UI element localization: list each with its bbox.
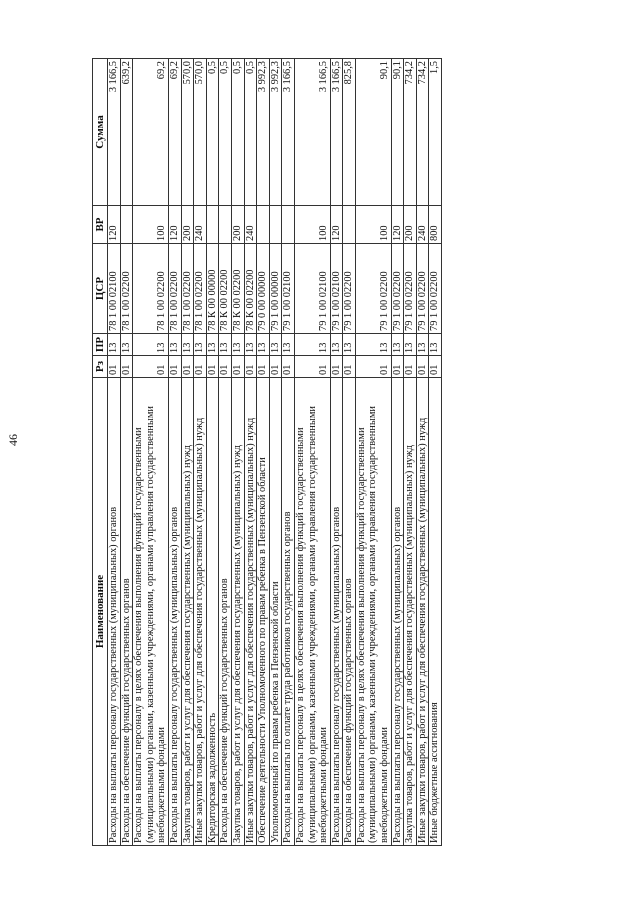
cell-vr	[120, 206, 133, 244]
cell-sum: 3 166,5	[108, 59, 121, 206]
cell-rz: 01	[219, 356, 232, 378]
table-row	[257, 59, 270, 846]
cell-pr: 13	[108, 334, 121, 356]
cell-vr: 800	[429, 206, 442, 244]
cell-name: Расходы на выплаты персоналу государственных (муниципальных) органов	[330, 378, 343, 846]
cell-sum: 570,0	[181, 59, 194, 206]
cell-pr: 13	[416, 334, 429, 356]
cell-sum: 0,5	[206, 59, 219, 206]
cell-sum: 69,2	[168, 59, 181, 206]
header-name: Наименование	[93, 378, 108, 846]
cell-vr	[269, 206, 282, 244]
cell-sum: 3 166,5	[330, 59, 343, 206]
cell-pr: 13	[120, 334, 133, 356]
cell-csr: 79 1 00 02200	[416, 244, 429, 334]
cell-rz: 01	[231, 356, 244, 378]
cell-pr: 13	[269, 334, 282, 356]
table-row	[244, 59, 257, 846]
page-number: 46	[6, 434, 20, 446]
cell-vr: 120	[108, 206, 121, 244]
cell-pr: 13	[391, 334, 404, 356]
cell-csr: 79 1 00 02100	[282, 244, 295, 334]
cell-pr: 13	[355, 334, 391, 356]
cell-name: Расходы на обеспечение функций государственных органов	[120, 378, 133, 846]
cell-vr: 240	[416, 206, 429, 244]
table-row	[416, 59, 429, 846]
cell-pr: 13	[219, 334, 232, 356]
cell-pr: 13	[330, 334, 343, 356]
cell-rz: 01	[404, 356, 417, 378]
cell-csr: 78 К 00 02200	[219, 244, 232, 334]
cell-pr: 13	[429, 334, 442, 356]
table-row	[231, 59, 244, 846]
cell-sum: 3 992,3	[269, 59, 282, 206]
cell-pr: 13	[206, 334, 219, 356]
cell-rz: 01	[108, 356, 121, 378]
cell-rz: 01	[330, 356, 343, 378]
table-row	[391, 59, 404, 846]
cell-name: Иные бюджетные ассигнования	[429, 378, 442, 846]
table-row	[206, 59, 219, 846]
cell-rz: 01	[391, 356, 404, 378]
cell-rz: 01	[244, 356, 257, 378]
cell-sum: 570,0	[194, 59, 207, 206]
cell-rz: 01	[257, 356, 270, 378]
cell-vr: 200	[181, 206, 194, 244]
cell-sum: 825,8	[343, 59, 356, 206]
cell-pr: 13	[194, 334, 207, 356]
table-row	[294, 59, 330, 846]
cell-vr	[257, 206, 270, 244]
cell-name: Иные закупки товаров, работ и услуг для обеспечения государственных (муниципальных) нужд	[416, 378, 429, 846]
cell-csr: 78 1 00 02200	[168, 244, 181, 334]
cell-csr: 78 1 00 02100	[108, 244, 121, 334]
table-row	[330, 59, 343, 846]
cell-vr: 200	[231, 206, 244, 244]
cell-csr: 78 1 00 02200	[181, 244, 194, 334]
cell-pr: 13	[181, 334, 194, 356]
cell-csr: 78 К 00 02200	[231, 244, 244, 334]
cell-sum: 3 992,3	[257, 59, 270, 206]
cell-vr: 120	[330, 206, 343, 244]
cell-sum: 69,2	[133, 59, 169, 206]
table-body	[108, 59, 442, 846]
budget-table	[92, 58, 442, 846]
cell-name: Расходы на выплаты персоналу в целях обеспечения выполнения функций государственными (муниципальными) органами, казенными учреждениями, органами управления государственными внебюджетными фондами	[133, 378, 169, 846]
cell-vr	[219, 206, 232, 244]
table-row	[282, 59, 295, 846]
cell-csr: 79 1 00 02200	[391, 244, 404, 334]
cell-sum: 639,2	[120, 59, 133, 206]
cell-vr	[343, 206, 356, 244]
cell-vr	[206, 206, 219, 244]
cell-sum: 734,2	[416, 59, 429, 206]
table-row	[343, 59, 356, 846]
cell-pr: 13	[343, 334, 356, 356]
header-sum: Сумма	[93, 59, 108, 206]
cell-name: Уполномоченный по правам ребенка в Пензенской области	[269, 378, 282, 846]
cell-name: Расходы на выплаты персоналу в целях обеспечения выполнения функций государственными (муниципальными) органами, казенными учреждениями, органами управления государственными внебюджетными фондами	[355, 378, 391, 846]
cell-vr: 120	[391, 206, 404, 244]
cell-sum: 3 166,5	[294, 59, 330, 206]
cell-rz: 01	[343, 356, 356, 378]
cell-rz: 01	[206, 356, 219, 378]
cell-name: Расходы на выплаты по оплате труда работников государственных органов	[282, 378, 295, 846]
cell-name: Расходы на выплаты персоналу государственных (муниципальных) органов	[391, 378, 404, 846]
table-row	[404, 59, 417, 846]
cell-rz: 01	[294, 356, 330, 378]
cell-pr: 13	[133, 334, 169, 356]
cell-name: Расходы на выплаты персоналу в целях обеспечения выполнения функций государственными (муниципальными) органами, казенными учреждениями, органами управления государственными внебюджетными фондами	[294, 378, 330, 846]
cell-rz: 01	[120, 356, 133, 378]
cell-pr: 13	[168, 334, 181, 356]
cell-sum: 0,5	[231, 59, 244, 206]
cell-pr: 13	[294, 334, 330, 356]
table-row	[219, 59, 232, 846]
cell-sum: 734,2	[404, 59, 417, 206]
cell-rz: 01	[429, 356, 442, 378]
cell-pr: 13	[244, 334, 257, 356]
cell-rz: 01	[269, 356, 282, 378]
cell-sum: 0,5	[244, 59, 257, 206]
cell-sum: 1,5	[429, 59, 442, 206]
cell-sum: 3 166,5	[282, 59, 295, 206]
cell-name: Иные закупки товаров, работ и услуг для обеспечения государственных (муниципальных) нужд	[244, 378, 257, 846]
cell-csr: 79 0 00 00000	[257, 244, 270, 334]
cell-name: Иные закупки товаров, работ и услуг для обеспечения государственных (муниципальных) нужд	[194, 378, 207, 846]
table-row	[181, 59, 194, 846]
cell-name: Кредиторская задолженность	[206, 378, 219, 846]
cell-csr: 79 1 00 02200	[355, 244, 391, 334]
cell-csr: 78 К 00 00000	[206, 244, 219, 334]
cell-name: Расходы на выплаты персоналу государственных (муниципальных) органов	[108, 378, 121, 846]
cell-sum: 90,1	[355, 59, 391, 206]
table-row	[168, 59, 181, 846]
header-rz: Рз	[93, 356, 108, 378]
cell-name: Обеспечение деятельности Уполномоченного по правам ребенка в Пензенской области	[257, 378, 270, 846]
cell-sum: 90,1	[391, 59, 404, 206]
cell-name: Расходы на обеспечение функций государственных органов	[219, 378, 232, 846]
table-row	[108, 59, 121, 846]
cell-csr: 79 1 00 00000	[269, 244, 282, 334]
cell-csr: 78 1 00 02200	[120, 244, 133, 334]
cell-csr: 79 1 00 02100	[294, 244, 330, 334]
table-row	[269, 59, 282, 846]
cell-csr: 79 1 00 02200	[343, 244, 356, 334]
cell-vr: 100	[355, 206, 391, 244]
cell-csr: 79 1 00 02100	[330, 244, 343, 334]
cell-rz: 01	[168, 356, 181, 378]
cell-rz: 01	[355, 356, 391, 378]
cell-pr: 13	[257, 334, 270, 356]
table-row	[429, 59, 442, 846]
cell-name: Закупка товаров, работ и услуг для обеспечения государственных (муниципальных) нужд	[181, 378, 194, 846]
cell-sum: 0,5	[219, 59, 232, 206]
cell-rz: 01	[194, 356, 207, 378]
cell-pr: 13	[231, 334, 244, 356]
cell-name: Расходы на выплаты персоналу государственных (муниципальных) органов	[168, 378, 181, 846]
cell-vr: 100	[294, 206, 330, 244]
budget-table-container	[92, 59, 612, 846]
cell-csr: 78 1 00 02200	[194, 244, 207, 334]
cell-vr: 240	[244, 206, 257, 244]
header-pr: ПР	[93, 334, 108, 356]
table-row	[194, 59, 207, 846]
cell-csr: 79 1 00 02200	[404, 244, 417, 334]
cell-pr: 13	[404, 334, 417, 356]
cell-rz: 01	[416, 356, 429, 378]
cell-name: Расходы на обеспечение функций государственных органов	[343, 378, 356, 846]
header-vr: ВР	[93, 206, 108, 244]
cell-vr: 100	[133, 206, 169, 244]
cell-pr: 13	[282, 334, 295, 356]
cell-vr	[282, 206, 295, 244]
header-csr: ЦСР	[93, 244, 108, 334]
cell-vr: 240	[194, 206, 207, 244]
table-row	[133, 59, 169, 846]
table-row	[355, 59, 391, 846]
cell-csr: 78 К 00 02200	[244, 244, 257, 334]
cell-rz: 01	[181, 356, 194, 378]
cell-rz: 01	[282, 356, 295, 378]
cell-csr: 79 1 00 02200	[429, 244, 442, 334]
table-row	[120, 59, 133, 846]
cell-vr: 200	[404, 206, 417, 244]
cell-name: Закупка товаров, работ и услуг для обеспечения государственных (муниципальных) нужд	[231, 378, 244, 846]
cell-name: Закупка товаров, работ и услуг для обеспечения государственных (муниципальных) нужд	[404, 378, 417, 846]
cell-rz: 01	[133, 356, 169, 378]
cell-vr: 120	[168, 206, 181, 244]
cell-csr: 78 1 00 02200	[133, 244, 169, 334]
table-header-row	[93, 59, 108, 846]
